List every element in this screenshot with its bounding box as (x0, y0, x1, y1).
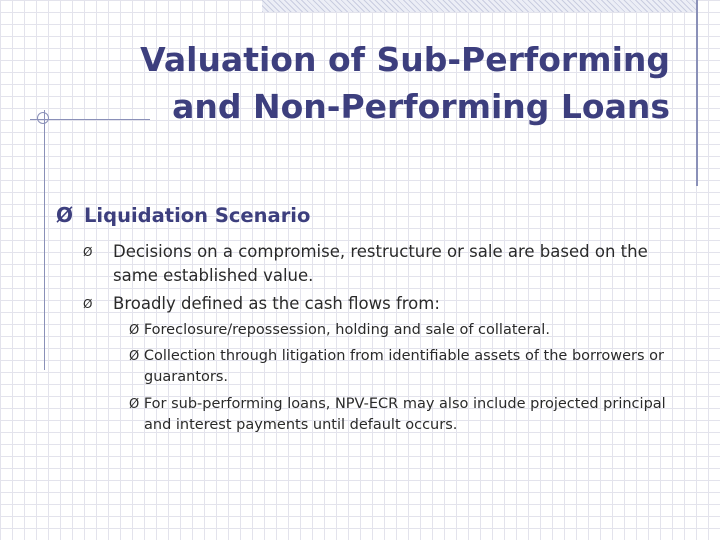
slide-title (70, 36, 670, 130)
list-item (83, 240, 673, 288)
decorative-circle-icon (37, 112, 49, 124)
arrow-bullet-icon: Ø (83, 297, 93, 311)
sub-list-item-text: Collection through litigation from identifiable assets of the borrowers or guarantors. (143, 348, 664, 385)
arrow-bullet-icon: Ø (83, 245, 93, 259)
slide-title-line-2: and Non-Performing Loans (172, 87, 670, 126)
decorative-vertical-line-left (44, 110, 45, 370)
sub-list-item (129, 320, 684, 341)
section-heading-label: Liquidation Scenario (84, 204, 311, 227)
sub-list-item (129, 394, 684, 436)
list-item-text: Broadly defined as the cash flows from: (113, 294, 440, 313)
slide-title-line-1: Valuation of Sub-Performing (140, 40, 670, 79)
sub-list-item (129, 346, 684, 388)
list-item (83, 292, 673, 316)
arrow-bullet-icon: Ø (129, 323, 140, 338)
sub-list-item-text: For sub-performing loans, NPV-ECR may also include projected principal and interest payments until default occurs. (143, 396, 666, 433)
section-heading (56, 203, 311, 227)
arrow-bullet-icon: Ø (129, 349, 140, 364)
sub-list-item-text: Foreclosure/repossession, holding and sale of collateral. (143, 322, 550, 338)
decorative-vertical-line-right (696, 0, 698, 186)
list-item-text: Decisions on a compromise, restructure or sale are based on the same established value. (113, 242, 648, 285)
hatched-banner (262, 0, 696, 12)
arrow-bullet-icon: Ø (129, 397, 140, 412)
arrow-bullet-icon: Ø (56, 203, 74, 227)
